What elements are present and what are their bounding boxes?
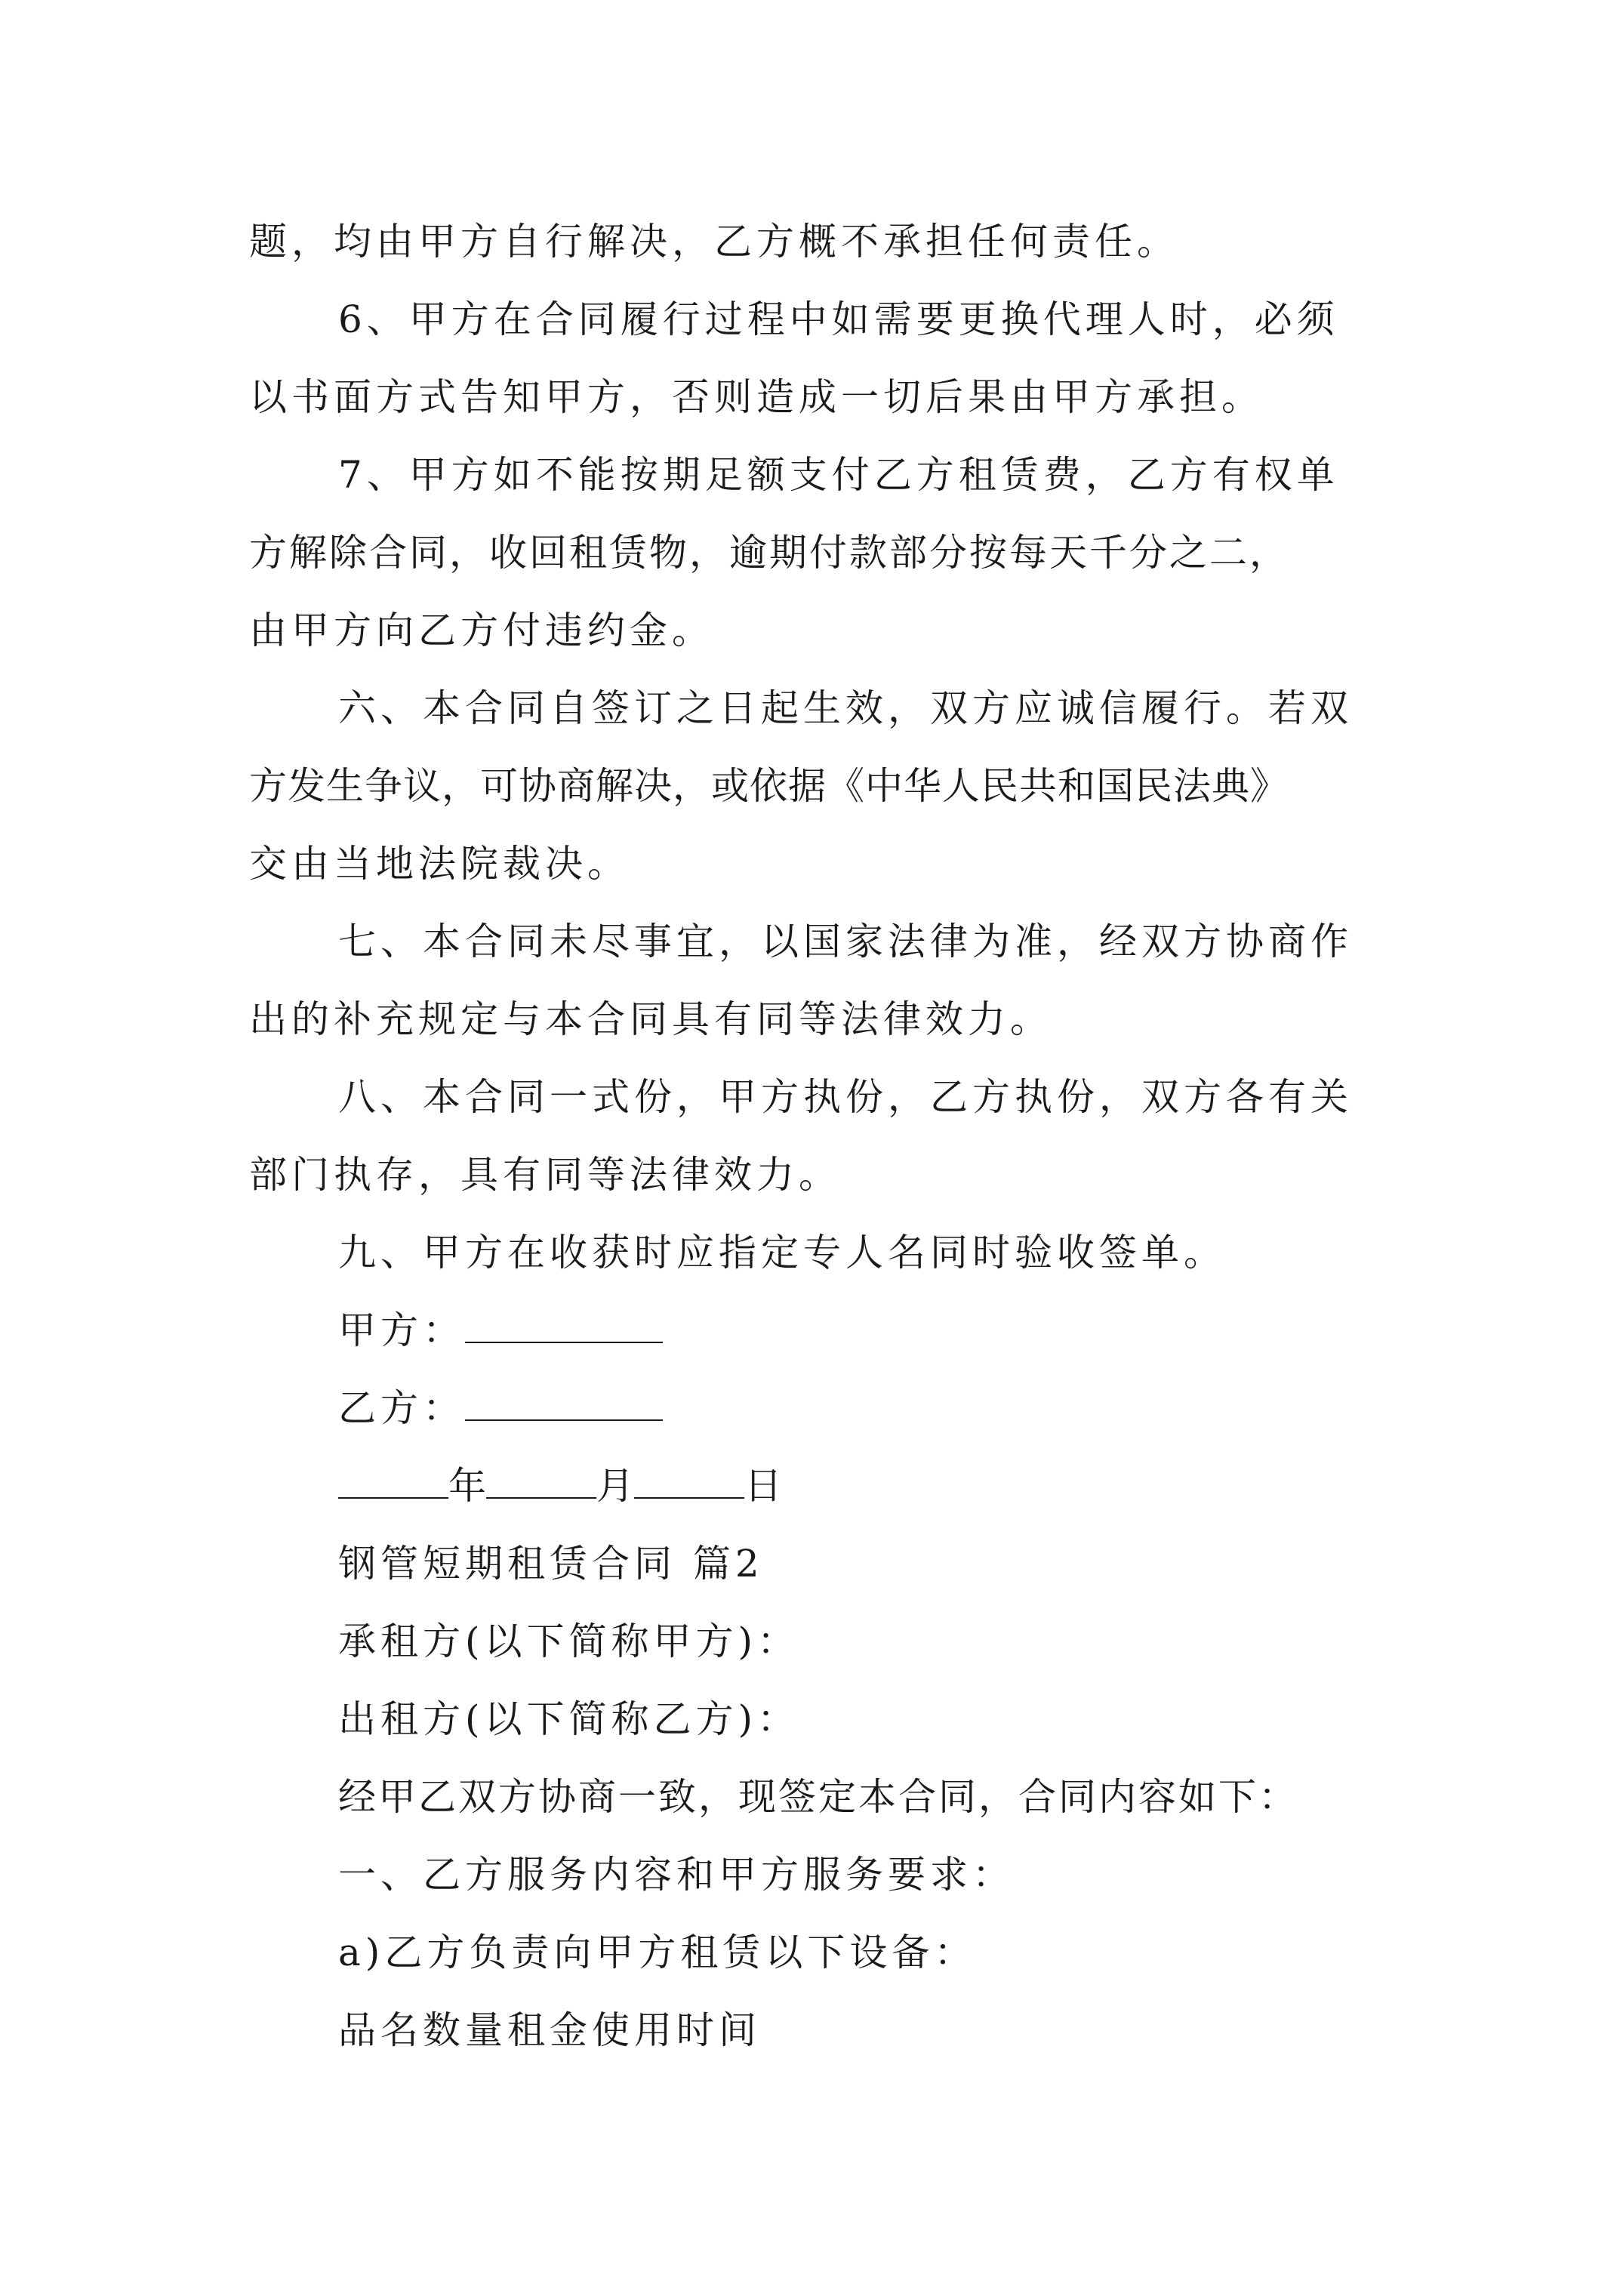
year-label: 年	[448, 1464, 486, 1508]
item-a: a)乙方负责向甲方租赁以下设备：	[338, 1931, 977, 1974]
item-1: 一、乙方服务内容和甲方服务要求：	[338, 1853, 1015, 1897]
text-line: 交由当地法院裁决。	[249, 842, 630, 886]
lessee-line: 承租方(以下简称甲方)：	[338, 1620, 800, 1663]
text-line: 7、甲方如不能按期足额支付乙方租赁费，乙方有权单	[338, 453, 1339, 497]
day-blank	[634, 1464, 744, 1499]
text-line: 出的补充规定与本合同具有同等法律效力。	[249, 997, 1052, 1041]
text-line: 八、本合同一式份，甲方执份，乙方执份，双方各有关	[338, 1075, 1353, 1119]
table-header-line: 品名数量租金使用时间	[338, 2008, 761, 2052]
text-line: 九、甲方在收获时应指定专人名同时验收签单。	[338, 1231, 1226, 1274]
text-line: 方发生争议，可协商解决，或依据《中华人民共和国民法典》	[249, 764, 1289, 808]
party-a-blank	[465, 1308, 663, 1343]
intro-line: 经甲乙双方协商一致，现签定本合同，合同内容如下：	[338, 1775, 1298, 1819]
text-line: 题，均由甲方自行解决，乙方概不承担任何责任。	[249, 220, 1179, 264]
year-blank	[338, 1464, 448, 1499]
section-title: 钢管短期租赁合同 篇2	[338, 1542, 764, 1586]
day-label: 日	[744, 1464, 782, 1508]
month-blank	[486, 1464, 596, 1499]
party-b-signature-line	[338, 1385, 663, 1431]
text-line: 由甲方向乙方付违约金。	[249, 609, 714, 652]
text-line: 六、本合同自签订之日起生效，双方应诚信履行。若双	[338, 686, 1353, 730]
party-b-blank	[465, 1386, 663, 1421]
party-a-signature-line	[338, 1308, 663, 1353]
text-line: 6、甲方在合同履行过程中如需要更换代理人时，必须	[338, 297, 1339, 341]
date-line	[338, 1463, 782, 1509]
text-line: 部门执存，具有同等法律效力。	[249, 1153, 841, 1197]
month-label: 月	[596, 1464, 634, 1508]
party-b-label: 乙方：	[338, 1386, 465, 1430]
text-line: 方解除合同，收回租赁物，逾期付款部分按每天千分之二，	[249, 531, 1289, 575]
text-line: 七、本合同未尽事宜，以国家法律为准，经双方协商作	[338, 920, 1353, 963]
party-a-label: 甲方：	[338, 1308, 465, 1352]
text-line: 以书面方式告知甲方，否则造成一切后果由甲方承担。	[249, 375, 1264, 419]
lessor-line: 出租方(以下简称乙方)：	[338, 1697, 800, 1741]
